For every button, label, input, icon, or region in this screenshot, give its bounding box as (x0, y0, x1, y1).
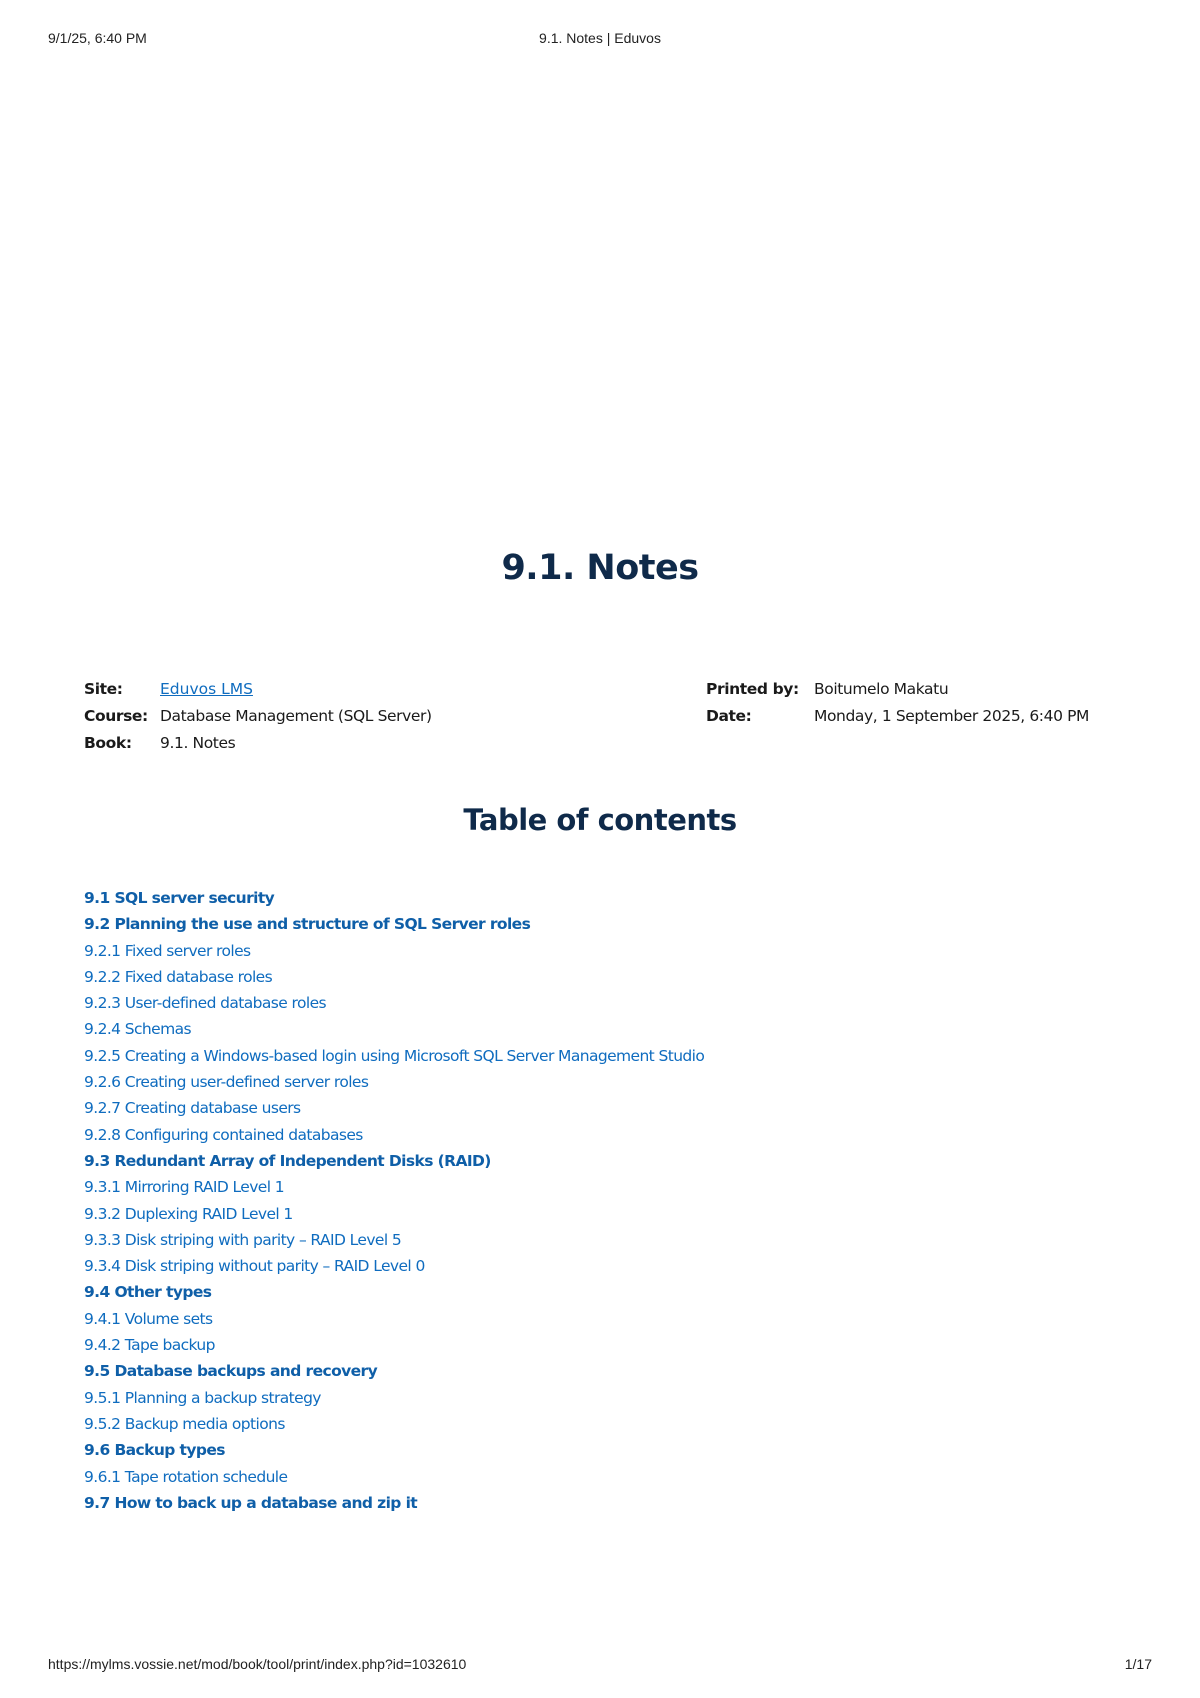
course-label: Course: (84, 707, 148, 725)
toc-item (84, 964, 984, 990)
print-footer (48, 1656, 1152, 1676)
toc-link[interactable]: 9.2.8 Configuring contained databases (84, 1125, 363, 1144)
print-page-number: 1/17 (1124, 1656, 1152, 1672)
toc-link[interactable]: 9.2.6 Creating user-defined server roles (84, 1073, 369, 1092)
print-header (48, 30, 1152, 50)
toc-link[interactable]: 9.3.3 Disk striping with parity – RAID Level 5 (84, 1230, 402, 1249)
toc-link[interactable]: 9.4 Other types (84, 1283, 212, 1302)
toc-list (84, 885, 984, 1516)
site-label: Site: (84, 680, 123, 698)
book-label: Book: (84, 734, 132, 752)
site-link[interactable]: Eduvos LMS (160, 680, 253, 698)
toc-link[interactable]: 9.3 Redundant Array of Independent Disks (RAID) (84, 1151, 491, 1170)
toc-item (84, 1174, 984, 1200)
toc-item (84, 1385, 984, 1411)
toc-link[interactable]: 9.3.4 Disk striping without parity – RAID Level 0 (84, 1257, 425, 1276)
toc-item (84, 1332, 984, 1358)
toc-item (84, 1279, 984, 1305)
toc-item (84, 1227, 984, 1253)
toc-link[interactable]: 9.7 How to back up a database and zip it (84, 1493, 418, 1512)
printed-by-label: Printed by: (706, 680, 799, 698)
toc-link[interactable]: 9.4.1 Volume sets (84, 1309, 213, 1328)
print-url: https://mylms.vossie.net/mod/book/tool/print/index.php?id=1032610 (48, 1656, 467, 1672)
toc-link[interactable]: 9.2.2 Fixed database roles (84, 967, 273, 986)
toc-item (84, 1437, 984, 1463)
toc-item (84, 990, 984, 1016)
toc-link[interactable]: 9.6 Backup types (84, 1441, 225, 1460)
course-value: Database Management (SQL Server) (160, 707, 432, 725)
toc-item (84, 1095, 984, 1121)
toc-link[interactable]: 9.4.2 Tape backup (84, 1336, 215, 1355)
toc-item (84, 1253, 984, 1279)
toc-item (84, 938, 984, 964)
print-page-title: 9.1. Notes | Eduvos (539, 30, 661, 46)
toc-link[interactable]: 9.2.4 Schemas (84, 1020, 191, 1039)
toc-item (84, 1148, 984, 1174)
toc-item (84, 1201, 984, 1227)
toc-item (84, 1306, 984, 1332)
toc-link[interactable]: 9.2.5 Creating a Windows-based login using Microsoft SQL Server Management Studio (84, 1046, 705, 1065)
print-date-time: 9/1/25, 6:40 PM (48, 30, 147, 46)
toc-item (84, 911, 984, 937)
toc-item (84, 1358, 984, 1384)
printed-by-value: Boitumelo Makatu (814, 680, 949, 698)
toc-item (84, 1464, 984, 1490)
toc-link[interactable]: 9.2.7 Creating database users (84, 1099, 301, 1118)
date-label: Date: (706, 707, 752, 725)
book-title: 9.1. Notes (501, 548, 699, 588)
toc-link[interactable]: 9.5.2 Backup media options (84, 1414, 285, 1433)
toc-link[interactable]: 9.6.1 Tape rotation schedule (84, 1467, 288, 1486)
book-value: 9.1. Notes (160, 734, 236, 752)
toc-link[interactable]: 9.5 Database backups and recovery (84, 1362, 378, 1381)
toc-item (84, 1122, 984, 1148)
toc-item (84, 1411, 984, 1437)
toc-item (84, 1069, 984, 1095)
toc-item (84, 885, 984, 911)
toc-link[interactable]: 9.2 Planning the use and structure of SQL Server roles (84, 915, 531, 934)
toc-link[interactable]: 9.5.1 Planning a backup strategy (84, 1388, 321, 1407)
toc-link[interactable]: 9.2.3 User-defined database roles (84, 994, 326, 1013)
toc-link[interactable]: 9.3.1 Mirroring RAID Level 1 (84, 1178, 285, 1197)
toc-link[interactable]: 9.3.2 Duplexing RAID Level 1 (84, 1204, 293, 1223)
toc-link[interactable]: 9.2.1 Fixed server roles (84, 941, 251, 960)
date-value: Monday, 1 September 2025, 6:40 PM (814, 707, 1089, 725)
toc-item (84, 1043, 984, 1069)
toc-link[interactable]: 9.1 SQL server security (84, 889, 275, 907)
toc-item (84, 1490, 984, 1516)
toc-item (84, 1016, 984, 1042)
toc-title: Table of contents (463, 803, 737, 837)
